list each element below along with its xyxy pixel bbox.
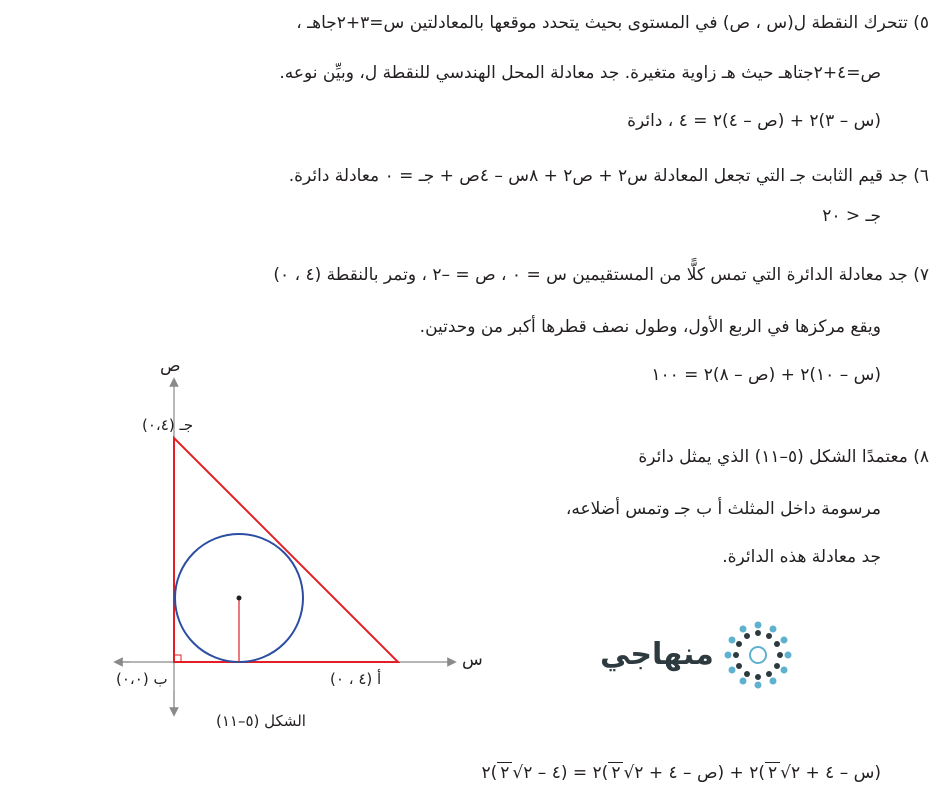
answer-part-3: )٢ = (٤ – ٢	[523, 763, 609, 783]
y-axis-label: ص	[160, 356, 181, 376]
sqrt-sign: √	[512, 763, 524, 783]
answer-root-2: ٢	[608, 762, 623, 783]
problem-8-answer	[481, 762, 881, 784]
answer-root-1: ٢	[765, 762, 780, 783]
problem-8-line-1: ٨) معتمدًا الشكل (٥–١١) الذي يمثل دائرة	[638, 447, 929, 467]
problem-5-line-2: ص=٤+٢جتاهـ حيث هـ زاوية متغيرة. جد معادلة المحل الهندسي للنقطة ل، وبيِّن نوعه.	[279, 63, 881, 83]
point-b-label: ب (٠،٠)	[116, 670, 168, 688]
problem-6-answer: جـ < ٢٠	[822, 206, 881, 226]
sqrt-sign: √	[780, 763, 791, 783]
circle-center	[237, 596, 242, 601]
problem-6-line-1: ٦) جد قيم الثابت جـ التي تجعل المعادلة س٢ + ص٢ + ٨س – ٤ص + جـ = ٠ معادلة دائرة.	[288, 166, 929, 186]
problem-8-line-3: جد معادلة هذه الدائرة.	[722, 547, 881, 567]
logo-text: منهاجي	[600, 637, 714, 672]
answer-part-4: )٢	[481, 763, 498, 783]
point-a-label: أ (٤ ، ٠)	[330, 670, 382, 688]
figure-caption: الشكل (٥–١١)	[216, 712, 306, 730]
problem-8-line-2: مرسومة داخل المثلث أ ب جـ وتمس أضلاعه،	[565, 499, 881, 519]
answer-root-3: ٢	[497, 762, 512, 783]
problem-5-answer: (س – ٣)٢ + (ص – ٤)٢ = ٤ ، دائرة	[627, 111, 881, 131]
sqrt-sign: √	[623, 763, 635, 783]
problem-7-line-2: ويقع مركزها في الربع الأول، وطول نصف قطرها أكبر من وحدتين.	[419, 317, 881, 337]
triangle-abc	[174, 438, 398, 662]
problem-7-line-1: ٧) جد معادلة الدائرة التي تمس كلًّا من المستقيمين س = ٠ ، ص = –٢ ، وتمر بالنقطة (٤ ، ٠)	[273, 265, 929, 285]
right-angle-mark	[174, 655, 181, 662]
logo-emblem-ring	[725, 622, 792, 689]
answer-part-2: )٢ + (ص – ٤ + ٢	[634, 763, 765, 783]
x-axis-label: س	[462, 650, 483, 670]
figure-5-11	[0, 0, 480, 740]
answer-part-1: (س – ٤ + ٢	[790, 763, 881, 783]
logo-emblem-icon	[718, 615, 798, 695]
problem-7-answer: (س – ١٠)٢ + (ص – ٨)٢ = ١٠٠	[651, 365, 881, 385]
point-c-label: جـ (٠،٤)	[142, 416, 194, 434]
minhaji-logo	[600, 615, 800, 695]
problem-5-line-1: ٥) تتحرك النقطة ل(س ، ص) في المستوى بحيث يتحدد موقعها بالمعادلتين س=٣+٢جاهـ ،	[296, 13, 929, 33]
